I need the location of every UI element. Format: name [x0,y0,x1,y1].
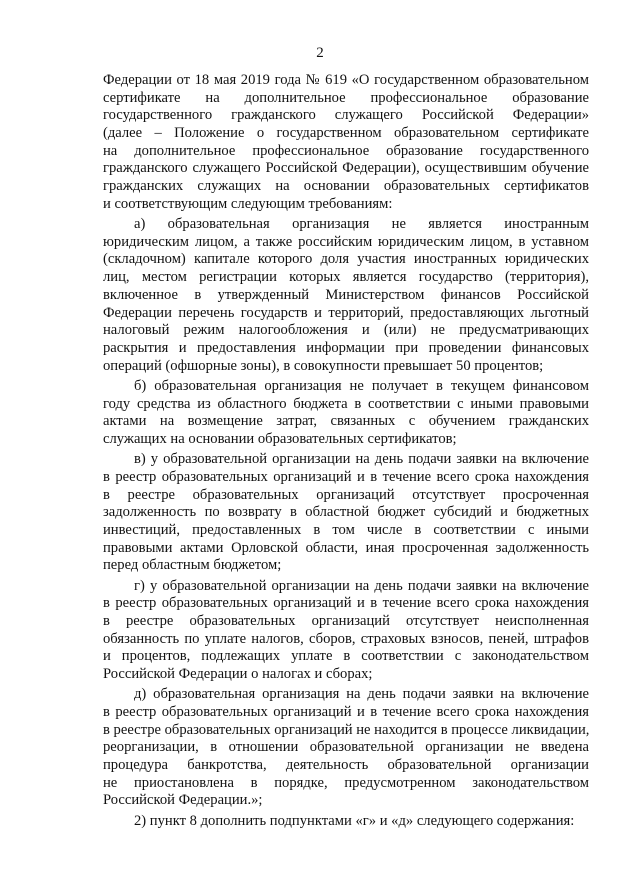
text-line: налоговый режим налогообложения и (или) не предусматривающих [103,322,589,339]
text-line: Российской Федерации.»; [103,792,263,809]
text-line: а) образовательная организация не является иностранным [134,216,589,233]
text-line: юридическим лицом, а также российским юридическим лицом, в уставном [103,233,589,250]
text-line: 2) пункт 8 дополнить подпунктами «г» и «д» следующего содержания: [134,812,575,829]
text-line: лиц, местом регистрации которых является государство (территория), [103,269,589,286]
document-text [103,72,589,833]
text-line: обязанность по уплате налогов, сборов, страховых взносов, пеней, штрафов [103,630,589,647]
paragraph [103,378,589,449]
paragraph [103,72,589,214]
text-line: гражданского служащего Российской Федерации), осуществившим обучение [103,160,589,177]
text-line: на дополнительное профессиональное образование государственного [103,142,589,159]
paragraph [103,813,589,831]
paragraph [103,686,589,810]
page-number: 2 [316,45,324,61]
text-line: в реестре образовательных организаций отсутствует неисполненная [103,613,589,629]
text-line: актами на возмещение затрат, связанных с обучением гражданских [103,413,589,430]
text-line: государственного гражданского служащего Российской Федерации» [103,107,589,124]
text-line: (складочном) капитале которого доля участия иностранных юридических [103,251,589,268]
text-line: г) у образовательной организации на день подачи заявки на включение [134,577,589,594]
text-line: служащих на основании образовательных сертификатов; [103,430,457,447]
text-line: в) у образовательной организации на день подачи заявки на включение [134,451,589,468]
text-line: правовыми актами Орловской области, иная просроченная задолженность [103,539,589,556]
text-line: Российской Федерации о налогах и сборах; [103,666,373,683]
text-line: году средства из областного бюджета в соответствии с иными правовыми [103,395,589,412]
text-line: и соответствующим следующим требованиям: [103,195,393,212]
text-line: в реестре образовательных организаций отсутствует просроченная [103,486,589,503]
paragraph [103,216,589,375]
text-line: процедура банкротства, деятельность образовательной организации [103,757,589,774]
text-line: инвестиций, предоставленных в том числе в соответствии с иными [103,521,589,538]
text-line: в реестре образовательных организаций не находится в процессе ликвидации, [103,721,590,738]
text-line: перед областным бюджетом; [103,557,282,574]
text-line: в реестр образовательных организаций и в течение всего срока нахождения [103,595,589,612]
text-line: включенное в утвержденный Министерством финансов Российской [103,286,589,303]
text-line: не приостановлена в порядке, предусмотренном законодательством [103,774,589,791]
text-line: Федерации перечень государств и территорий, предоставляющих льготный [103,304,589,321]
text-line: в реестр образовательных организаций и в течение всего срока нахождения [103,468,589,485]
text-line: реорганизации, в отношении образовательной организации не введена [103,739,589,756]
text-line: в реестр образовательных организаций и в течение всего срока нахождения [103,704,589,721]
text-line: раскрытия и предоставления информации при проведении финансовых [103,339,589,356]
text-line: Федерации от 18 мая 2019 года № 619 «О государственном образовательном [103,72,589,88]
text-line: д) образовательная организация на день подачи заявки на включение [134,686,589,703]
text-line: гражданских служащих на основании образовательных сертификатов [103,178,589,195]
text-line: б) образовательная организация не получает в текущем финансовом [134,377,589,394]
text-line: операций (офшорные зоны), в совокупности превышает 50 процентов; [103,357,544,374]
text-line: задолженность по возврату в областной бюджет субсидий и бюджетных [103,504,589,521]
paragraph [103,451,589,575]
text-line: и процентов, подлежащих уплате в соответствии с законодательством [103,648,589,665]
paragraph [103,578,589,684]
text-line: (далее – Положение о государственном образовательном сертификате [103,125,589,142]
text-line: сертификате на дополнительное профессиональное образование [103,89,589,106]
